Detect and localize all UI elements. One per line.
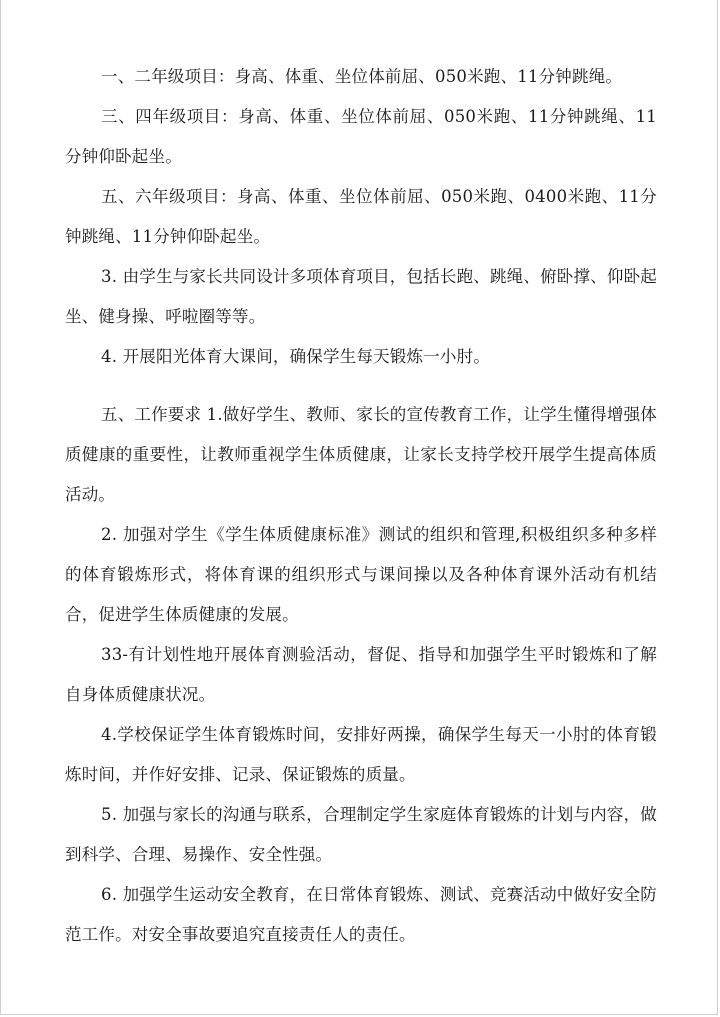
paragraph-grade-5-6-items: 五、六年级项目：身高、体重、坐位体前屈、050米跑、0400米跑、11分钟跳绳、11分钟仰卧起坐。	[65, 187, 657, 246]
paragraph-work-requirements: 五、工作要求 1.做好学生、教师、家长的宣传教育工作，让学生懂得增强体质健康的重要性，让教师重视学生体质健康，让家长支持学校幵展学生提高体质活动。	[65, 405, 657, 504]
paragraph-item-3: 3. 由学生与家长共同设计多项体育项目，包括长跑、跳绳、俯卧撑、仰卧起坐、健身操、呼啦圈等等。	[65, 267, 657, 326]
paragraph-requirement-3: 33-有计划性地幵展体育测验活动，督促、指导和加强学生平时锻炼和了解自身体质健康状况。	[65, 645, 657, 704]
document-body	[65, 57, 657, 955]
paragraph-requirement-6: 6. 加强学生运动安全教育，在日常体育锻炼、测试、竞赛活动中做好安全防范工作。对安全事故要追究直接责任人的责任。	[65, 885, 657, 944]
paragraph-item-4: 4. 开展阳光体育大课间，确保学生每天锻炼一小肘。	[101, 347, 490, 366]
paragraph-requirement-2: 2. 加强对学生《学生体质健康标准》测试的组织和管理,积极组织多种多样的体育锻炼形式，将体育课的组织形式与课间操以及各种体育课外活动有机结合，促进学生体质健康的发展。	[65, 525, 657, 624]
paragraph-requirement-5: 5. 加强与家长的沟通与联系，合理制定学生家庭体育锻炼的计划与内容，做到科学、合理、易操作、安全性强。	[65, 805, 657, 864]
paragraph-grade-3-4-items: 三、四年级项目：身高、体重、坐位体前屈、050米跑、11分钟跳绳、11分钟仰卧起坐。	[65, 107, 657, 166]
paragraph-requirement-4: 4.学校保证学生体育锻炼时间，安排好两操，确保学生每天一小肘的体育锻炼时间，并作好安排、记录、保证锻炼的质量。	[65, 725, 657, 784]
paragraph-grade-1-2-items: 一、二年级项目：身高、体重、坐位体前屈、050米跑、11分钟跳绳。	[101, 67, 623, 86]
